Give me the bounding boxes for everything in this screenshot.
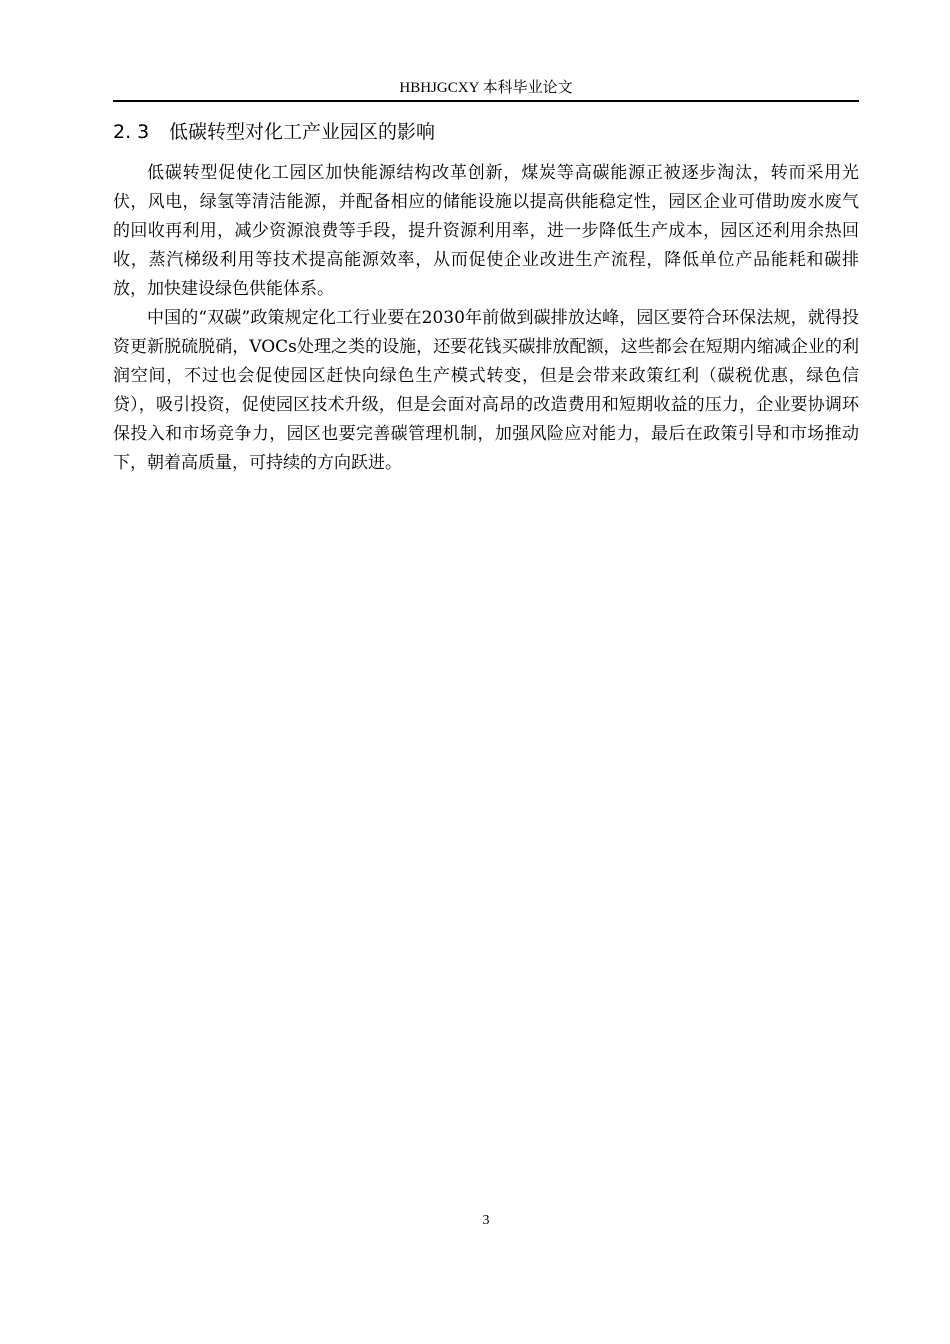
body-text bbox=[113, 159, 859, 478]
paragraph-1: 低碳转型促使化工园区加快能源结构改革创新，煤炭等高碳能源正被逐步淘汰，转而采用光伏，风电，绿氢等清洁能源，并配备相应的储能设施以提高供能稳定性，园区企业可借助废水废气的回收再利用，减少资源浪费等手段，提升资源利用率，进一步降低生产成本，园区还利用余热回收，蒸汽梯级利用等技术提高能源效率，从而促使企业改进生产流程，降低单位产品能耗和碳排放，加快建设绿色供能体系。 bbox=[113, 163, 859, 299]
section-heading bbox=[113, 119, 859, 145]
page-number: 3 bbox=[482, 1213, 490, 1228]
section-number: 2. 3 bbox=[113, 121, 150, 143]
paragraph-2: 中国的“双碳”政策规定化工行业要在2030年前做到碳排放达峰，园区要符合环保法规，就得投资更新脱硫脱硝，VOCs处理之类的设施，还要花钱买碳排放配额，这些都会在短期内缩减企业的利润空间，不过也会促使园区赶快向绿色生产模式转变，但是会带来政策红利（碳税优惠，绿色信贷），吸引投资，促使园区技术升级，但是会面对高昂的改造费用和短期收益的压力，企业要协调环保投入和市场竞争力，园区也要完善碳管理机制，加强风险应对能力，最后在政策引导和市场推动下，朝着高质量，可持续的方向跃进。 bbox=[113, 308, 859, 473]
page-header: HBHJGCXY 本科毕业论文 bbox=[399, 80, 573, 96]
section-title: 低碳转型对化工产业园区的影响 bbox=[169, 121, 436, 143]
header-rule bbox=[113, 100, 859, 102]
